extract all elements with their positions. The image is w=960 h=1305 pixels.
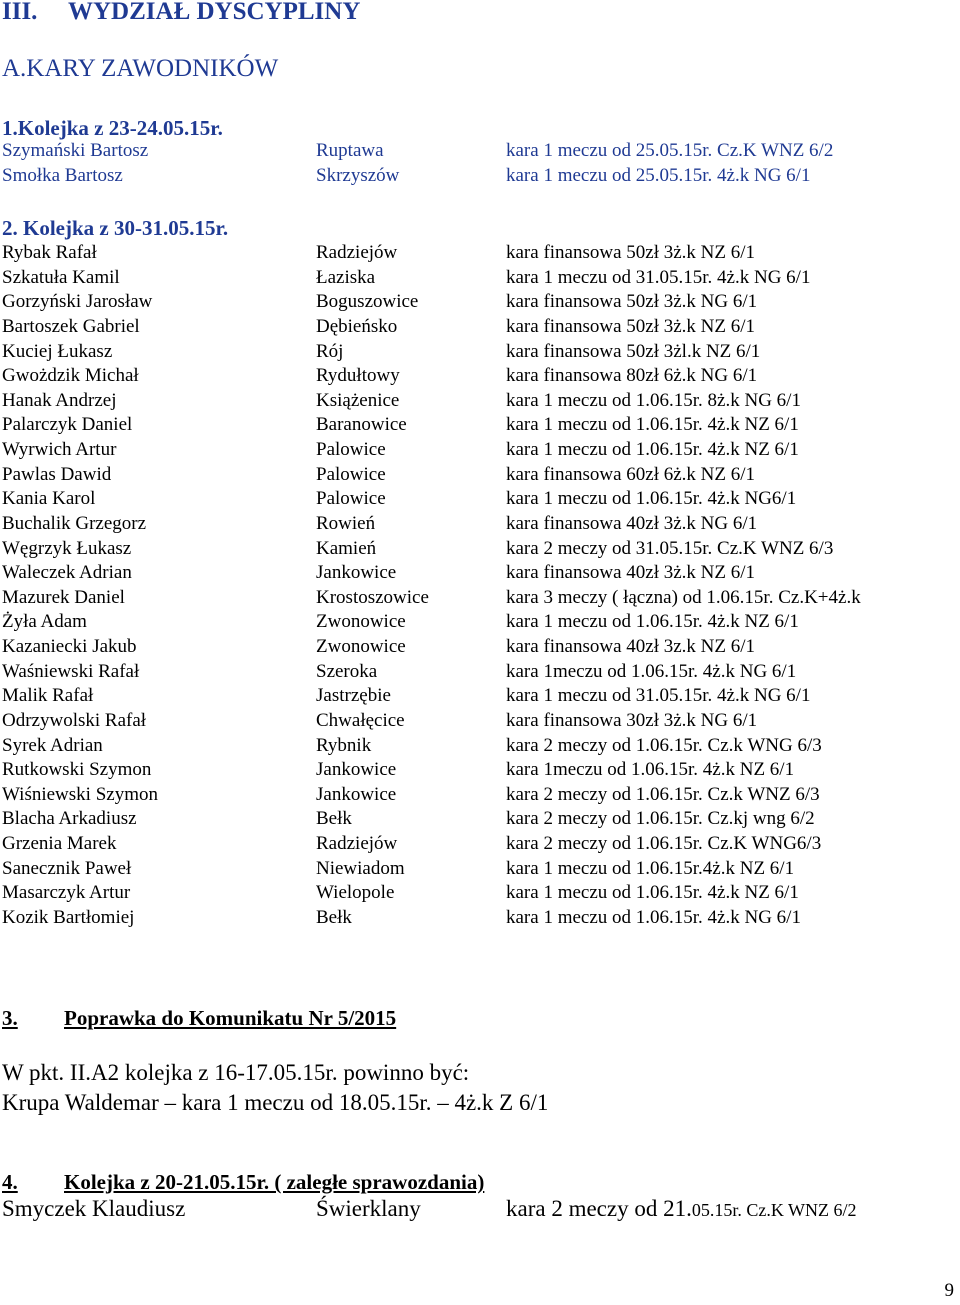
penalty: kara 1 meczu od 31.05.15r. 4ż.k NG 6/1 <box>506 685 811 707</box>
club-name: Jankowice <box>316 783 397 805</box>
section3-line1: W pkt. II.A2 kolejka z 16-17.05.15r. powinno być: <box>2 1060 470 1085</box>
section3-title: Poprawka do Komunikatu Nr 5/2015 <box>64 1006 397 1030</box>
player-name: Syrek Adrian <box>2 734 103 756</box>
penalty: kara 1 meczu od 1.06.15r. 4ż.k NZ 6/1 <box>506 414 799 436</box>
club-name: Ruptawa <box>316 140 384 161</box>
section3-line2: Krupa Waldemar – kara 1 meczu od 18.05.15r. – 4ż.k Z 6/1 <box>2 1090 549 1115</box>
penalty: kara 1 meczu od 1.06.15r.4ż.k NZ 6/1 <box>506 857 795 879</box>
club-name: Szeroka <box>316 660 378 682</box>
player-name: Waśniewski Rafał <box>2 660 140 682</box>
penalty: kara finansowa 40zł 3z.k NZ 6/1 <box>506 636 756 658</box>
penalty: kara finansowa 60zł 6ż.k NZ 6/1 <box>506 463 756 485</box>
club-name: Świerklany <box>316 1196 421 1221</box>
player-name: Malik Rafał <box>2 685 94 707</box>
player-name: Wyrwich Artur <box>2 439 117 461</box>
penalty: kara 1 meczu od 1.06.15r. 8ż.k NG 6/1 <box>506 389 801 411</box>
table-row <box>0 735 960 759</box>
table-row <box>0 464 960 488</box>
club-name: Jankowice <box>316 562 397 584</box>
player-name: Blacha Arkadiusz <box>2 808 137 830</box>
table-row <box>0 439 960 463</box>
club-name: Jastrzębie <box>316 685 391 707</box>
club-name: Rydułtowy <box>316 365 400 387</box>
penalty <box>506 1196 857 1222</box>
penalty: kara finansowa 80zł 6ż.k NG 6/1 <box>506 365 758 387</box>
club-name: Krostoszowice <box>316 586 429 608</box>
penalty: kara finansowa 40zł 3ż.k NG 6/1 <box>506 512 758 534</box>
table-row <box>0 907 960 931</box>
table-row <box>0 341 960 365</box>
table-row <box>0 291 960 315</box>
table-row <box>0 365 960 389</box>
table-row <box>0 833 960 857</box>
table-row <box>0 636 960 660</box>
penalty: kara 2 meczy od 1.06.15r. Cz.k WNZ 6/3 <box>506 783 820 805</box>
penalty: kara 2 meczy od 31.05.15r. Cz.K WNZ 6/3 <box>506 537 834 559</box>
club-name: Łaziska <box>316 266 376 288</box>
player-name: Żyła Adam <box>2 611 87 633</box>
table-row <box>0 140 960 164</box>
table-row <box>0 661 960 685</box>
club-name: Baranowice <box>316 414 407 436</box>
subsection-heading: A.KARY ZAWODNIKÓW <box>2 55 279 82</box>
penalty: kara finansowa 50zł 3ż.k NG 6/1 <box>506 291 758 313</box>
table-row <box>0 390 960 414</box>
player-name: Szymański Bartosz <box>2 140 149 161</box>
table-row <box>0 759 960 783</box>
section-heading <box>2 0 360 26</box>
penalty-rest: 05.15r. Cz.K WNZ 6/2 <box>691 1200 857 1220</box>
table-row <box>0 538 960 562</box>
player-name: Węgrzyk Łukasz <box>2 537 132 559</box>
club-name: Rowień <box>316 512 376 534</box>
club-name: Radziejów <box>316 242 398 263</box>
table-row <box>0 858 960 882</box>
table-row <box>0 710 960 734</box>
club-name: Palowice <box>316 488 386 510</box>
player-name: Smyczek Klaudiusz <box>2 1196 186 1221</box>
player-name: Hanak Andrzej <box>2 389 117 411</box>
player-name: Pawlas Dawid <box>2 463 112 485</box>
player-name: Kuciej Łukasz <box>2 340 113 362</box>
club-name: Rój <box>316 340 344 362</box>
player-name: Waleczek Adrian <box>2 562 132 584</box>
penalty: kara finansowa 50zł 3ż.k NZ 6/1 <box>506 315 756 337</box>
player-name: Kania Karol <box>2 488 96 510</box>
penalty: kara 1 meczu od 1.06.15r. 4ż.k NZ 6/1 <box>506 611 799 633</box>
penalty-main: kara 2 meczy od 21. <box>506 1196 692 1221</box>
section-number: III. <box>2 0 38 25</box>
section3-heading <box>2 1006 396 1031</box>
penalty: kara finansowa 40zł 3ż.k NZ 6/1 <box>506 562 756 584</box>
penalty: kara finansowa 30zł 3ż.k NG 6/1 <box>506 709 758 731</box>
section4-heading <box>2 1170 484 1195</box>
player-name: Kozik Bartłomiej <box>2 907 135 928</box>
player-name: Sanecznik Paweł <box>2 857 132 879</box>
table-row <box>0 242 960 266</box>
table-row <box>0 587 960 611</box>
club-name: Skrzyszów <box>316 164 400 186</box>
table-row <box>0 784 960 808</box>
penalty: kara 1 meczu od 1.06.15r. 4ż.k NZ 6/1 <box>506 882 799 904</box>
player-name: Wiśniewski Szymon <box>2 783 158 805</box>
table-row <box>0 267 960 291</box>
table-row <box>0 611 960 635</box>
player-name: Gorzyński Jarosław <box>2 291 153 313</box>
club-name: Palowice <box>316 463 386 485</box>
table-row <box>0 488 960 512</box>
club-name: Niewiadom <box>316 857 405 879</box>
player-name: Buchalik Grzegorz <box>2 512 147 534</box>
club-name: Rybnik <box>316 734 372 756</box>
penalty: kara finansowa 50zł 3żl.k NZ 6/1 <box>506 340 761 362</box>
player-name: Grzenia Marek <box>2 833 117 855</box>
player-name: Rutkowski Szymon <box>2 759 152 781</box>
club-name: Bełk <box>316 808 352 830</box>
section3-number: 3. <box>2 1006 18 1030</box>
table-row <box>0 165 960 189</box>
club-name: Radziejów <box>316 833 398 855</box>
penalty: kara 2 meczy od 1.06.15r. Cz.kj wng 6/2 <box>506 808 815 830</box>
club-name: Palowice <box>316 439 386 461</box>
club-name: Książenice <box>316 389 400 411</box>
table-row <box>0 808 960 832</box>
club-name: Bełk <box>316 907 352 928</box>
penalty: kara 1meczu od 1.06.15r. 4ż.k NG 6/1 <box>506 660 797 682</box>
table-row <box>0 513 960 537</box>
round2-title: 2. Kolejka z 30-31.05.15r. <box>2 216 229 240</box>
player-name: Masarczyk Artur <box>2 882 131 904</box>
section4-number: 4. <box>2 1170 18 1194</box>
penalty: kara 1 meczu od 25.05.15r. Cz.K WNZ 6/2 <box>506 140 834 161</box>
club-name: Wielopole <box>316 882 395 904</box>
penalty: kara 1meczu od 1.06.15r. 4ż.k NZ 6/1 <box>506 759 795 781</box>
player-name: Rybak Rafał <box>2 242 97 263</box>
table-row <box>0 414 960 438</box>
club-name: Zwonowice <box>316 611 406 633</box>
club-name: Boguszowice <box>316 291 419 313</box>
page-number: 9 <box>944 1280 954 1301</box>
club-name: Dębieńsko <box>316 315 398 337</box>
player-name: Smołka Bartosz <box>2 164 123 186</box>
table-row <box>0 685 960 709</box>
penalty: kara 1 meczu od 1.06.15r. 4ż.k NG6/1 <box>506 488 797 510</box>
penalty: kara 2 meczy od 1.06.15r. Cz.k WNG 6/3 <box>506 734 822 756</box>
player-name: Mazurek Daniel <box>2 586 125 608</box>
penalty: kara 1 meczu od 31.05.15r. 4ż.k NG 6/1 <box>506 266 811 288</box>
penalty: kara finansowa 50zł 3ż.k NZ 6/1 <box>506 242 756 263</box>
round1-title: 1.Kolejka z 23-24.05.15r. <box>2 116 223 140</box>
table-row <box>0 562 960 586</box>
table-row <box>0 882 960 906</box>
player-name: Kazaniecki Jakub <box>2 636 137 658</box>
player-name: Gwożdzik Michał <box>2 365 139 387</box>
penalty: kara 2 meczy od 1.06.15r. Cz.K WNG6/3 <box>506 833 822 855</box>
section-title: WYDZIAŁ DYSCYPLINY <box>68 0 361 25</box>
section4-title: Kolejka z 20-21.05.15r. ( zaległe sprawozdania) <box>64 1170 485 1194</box>
table-row <box>0 316 960 340</box>
penalty: kara 1 meczu od 1.06.15r. 4ż.k NG 6/1 <box>506 907 801 928</box>
player-name: Palarczyk Daniel <box>2 414 133 436</box>
club-name: Jankowice <box>316 759 397 781</box>
penalty: kara 1 meczu od 25.05.15r. 4ż.k NG 6/1 <box>506 164 811 186</box>
penalty: kara 3 meczy ( łączna) od 1.06.15r. Cz.K+4ż.k <box>506 586 861 608</box>
club-name: Kamień <box>316 537 377 559</box>
club-name: Chwałęcice <box>316 709 405 731</box>
penalty: kara 1 meczu od 1.06.15r. 4ż.k NZ 6/1 <box>506 439 799 461</box>
player-name: Odrzywolski Rafał <box>2 709 147 731</box>
player-name: Szkatuła Kamil <box>2 266 120 288</box>
player-name: Bartoszek Gabriel <box>2 315 140 337</box>
club-name: Zwonowice <box>316 636 406 658</box>
